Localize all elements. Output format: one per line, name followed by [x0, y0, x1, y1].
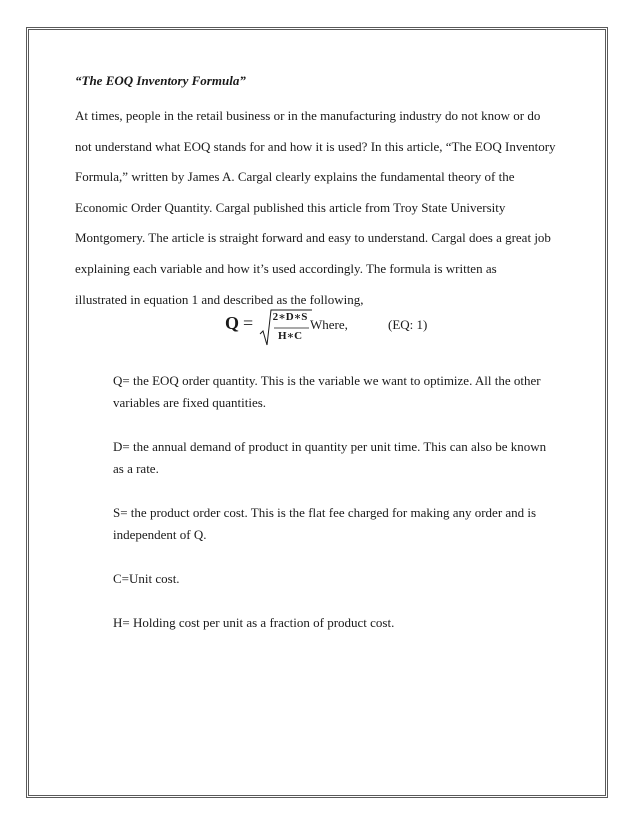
paragraph-line: Economic Order Quantity. Cargal published this article from Troy State University	[75, 199, 506, 215]
definition-c	[113, 568, 573, 590]
definition-line: D= the annual demand of product in quantity per unit time. This can also be known	[113, 439, 547, 454]
definition-q	[113, 370, 573, 414]
definition-line: as a rate.	[113, 461, 159, 476]
variable-definitions	[113, 370, 573, 656]
paragraph-line: Montgomery. The article is straight forward and easy to understand. Cargal does a great job	[75, 230, 551, 246]
intro-paragraph	[75, 101, 575, 315]
paragraph-line: illustrated in equation 1 and described as the following,	[75, 291, 364, 307]
equation-label: (EQ: 1)	[388, 317, 428, 332]
document-body	[75, 70, 575, 630]
definition-line: Q= the EOQ order quantity. This is the variable we want to optimize. All the other	[113, 373, 541, 388]
eoq-equation	[75, 302, 575, 352]
fraction-numerator: 2∗D∗S	[272, 311, 308, 323]
definition-line: variables are fixed quantities.	[113, 395, 267, 410]
paragraph-line: not understand what EOQ stands for and how it is used? In this article, “The EOQ Inventory	[75, 138, 556, 154]
equation-lhs: Q	[225, 313, 240, 333]
equation-where: Where,	[310, 317, 348, 332]
definition-line: H= Holding cost per unit as a fraction of product cost.	[113, 615, 395, 630]
paragraph-line: At times, people in the retail business or in the manufacturing industry do not know or do	[75, 108, 541, 123]
paragraph-line: Formula,” written by James A. Cargal clearly explains the fundamental theory of the	[75, 169, 515, 185]
definition-line: independent of Q.	[113, 527, 207, 542]
document-title: “The EOQ Inventory Formula”	[75, 73, 246, 88]
equation-equals-sign: =	[243, 313, 254, 333]
fraction-denominator: H∗C	[277, 330, 303, 342]
definition-line: C=Unit cost.	[113, 571, 180, 586]
paragraph-line: explaining each variable and how it’s used accordingly. The formula is written as	[75, 260, 497, 276]
square-root	[259, 308, 311, 348]
definition-d	[113, 436, 573, 480]
definition-line: S= the product order cost. This is the flat fee charged for making any order and is	[113, 505, 537, 520]
definition-h	[113, 612, 573, 634]
definition-s	[113, 502, 573, 546]
